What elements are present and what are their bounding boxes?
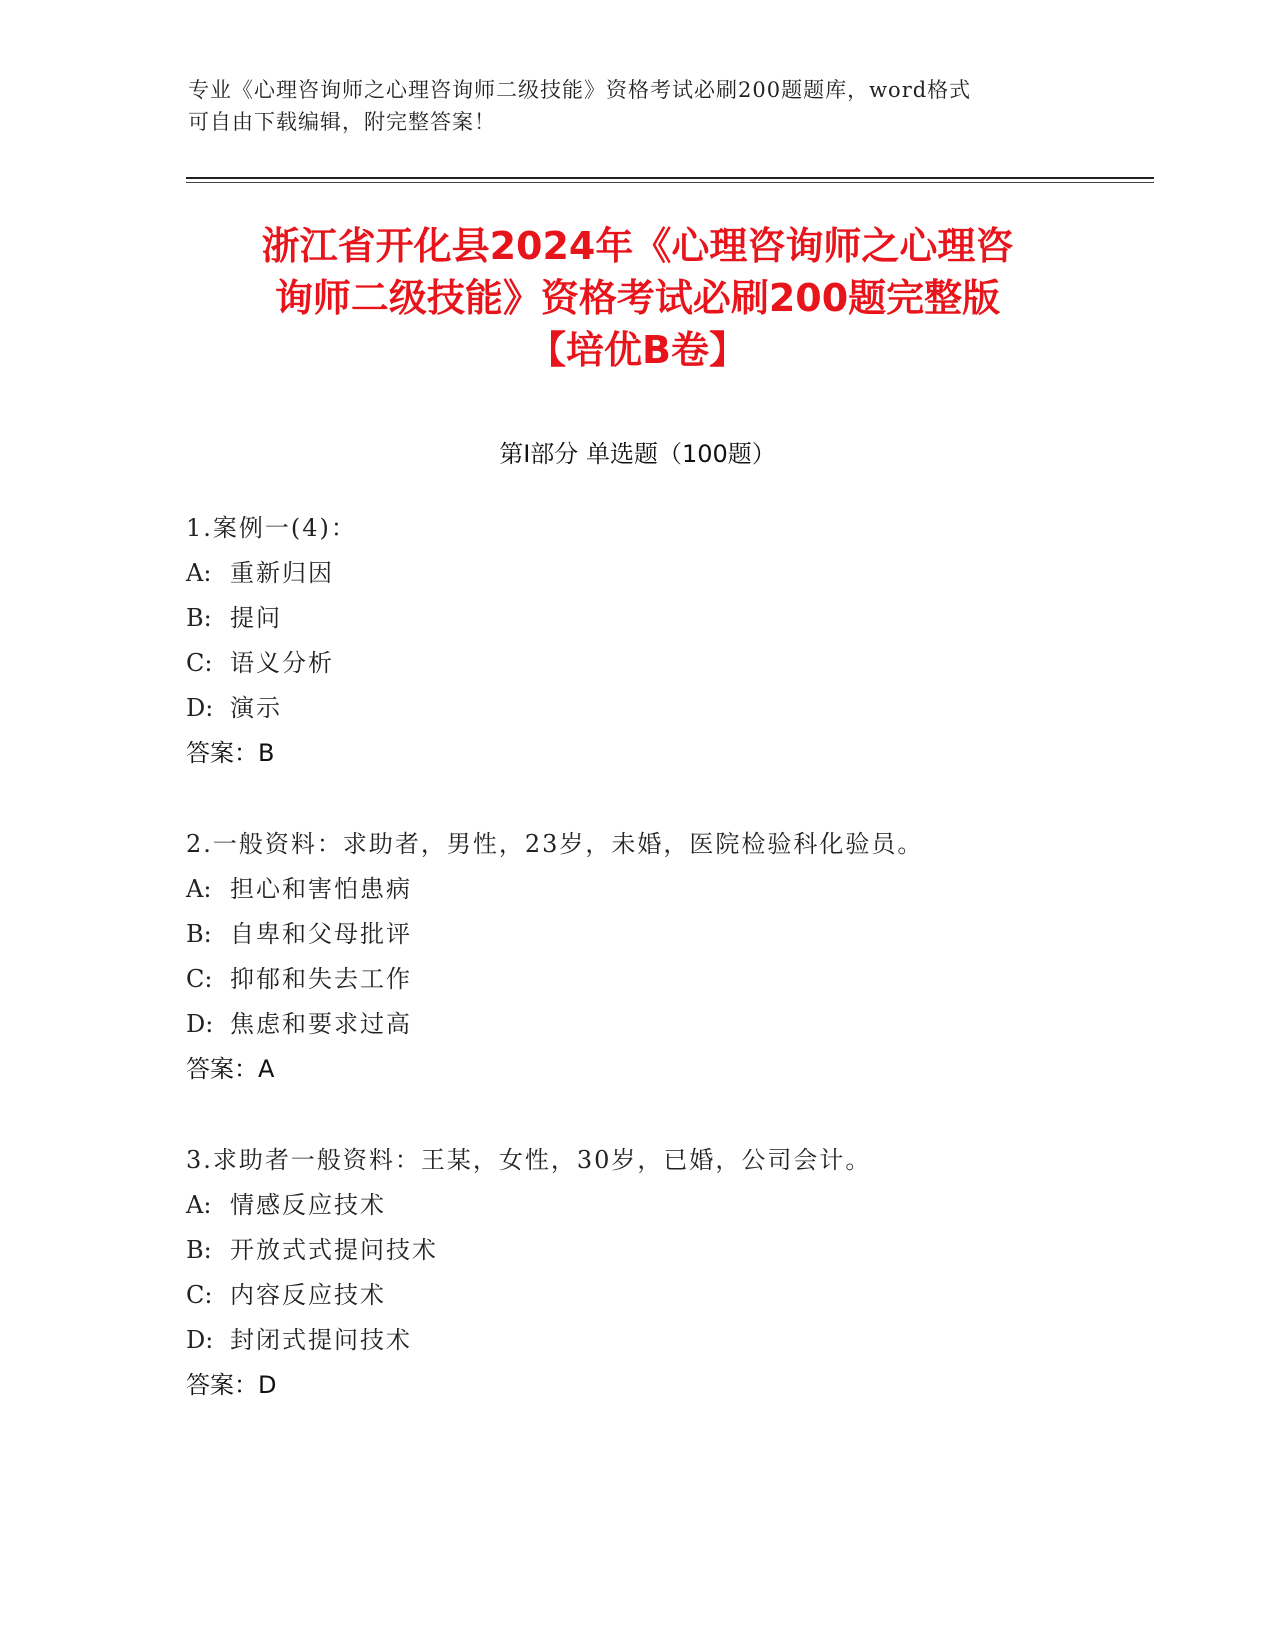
document-title-line-1: 浙江省开化县2024年《心理咨询师之心理咨 [261,224,1014,268]
question-1 [186,506,1086,776]
option-text: 提问 [230,604,282,632]
answer: 答案：A [186,1055,275,1083]
header-divider-thick [186,177,1154,179]
option-letter: D: [186,1326,214,1354]
option-d [186,1002,1086,1047]
question-3 [186,1138,1086,1408]
document-title-line-2: 询师二级技能》资格考试必刷200题完整版 [274,276,1001,320]
option-letter: D: [186,1010,214,1038]
question-stem: 3.求助者一般资料：王某，女性，30岁，已婚，公司会计。 [186,1146,872,1174]
option-letter: C: [186,1281,213,1309]
option-b [186,1228,1086,1273]
header-note-line-2: 可自由下载编辑，附完整答案！ [188,110,496,134]
option-text: 担心和害怕患病 [230,875,412,903]
header-note [188,74,1068,138]
option-a [186,551,1086,596]
option-c [186,1273,1086,1318]
option-b [186,912,1086,957]
option-text: 开放式式提问技术 [230,1236,438,1264]
option-letter: B: [186,604,212,632]
option-letter: A: [186,559,212,587]
option-a [186,1183,1086,1228]
option-b [186,596,1086,641]
option-letter: C: [186,649,213,677]
option-c [186,641,1086,686]
document-title [150,220,1125,376]
option-text: 演示 [230,694,282,722]
option-d [186,686,1086,731]
section-title: 第I部分 单选题（100题） [499,440,776,468]
option-text: 语义分析 [230,649,334,677]
option-letter: D: [186,694,214,722]
option-text: 重新归因 [230,559,334,587]
header-divider-thin [186,182,1154,183]
option-letter: A: [186,875,212,903]
question-2 [186,822,1086,1092]
option-text: 情感反应技术 [230,1191,386,1219]
option-text: 封闭式提问技术 [230,1326,412,1354]
option-letter: A: [186,1191,212,1219]
answer: 答案：D [186,1371,277,1399]
option-text: 抑郁和失去工作 [230,965,412,993]
option-letter: C: [186,965,213,993]
answer: 答案：B [186,739,275,767]
option-d [186,1318,1086,1363]
question-stem: 2.一般资料：求助者，男性，23岁，未婚，医院检验科化验员。 [186,830,924,858]
question-stem: 1.案例一(4)： [186,514,357,542]
option-text: 焦虑和要求过高 [230,1010,412,1038]
option-c [186,957,1086,1002]
document-title-line-3: 【培优B卷】 [528,328,747,372]
option-text: 内容反应技术 [230,1281,386,1309]
option-letter: B: [186,920,212,948]
option-text: 自卑和父母批评 [230,920,412,948]
header-note-line-1: 专业《心理咨询师之心理咨询师二级技能》资格考试必刷200题题库，word格式 [188,78,972,102]
option-a [186,867,1086,912]
option-letter: B: [186,1236,212,1264]
